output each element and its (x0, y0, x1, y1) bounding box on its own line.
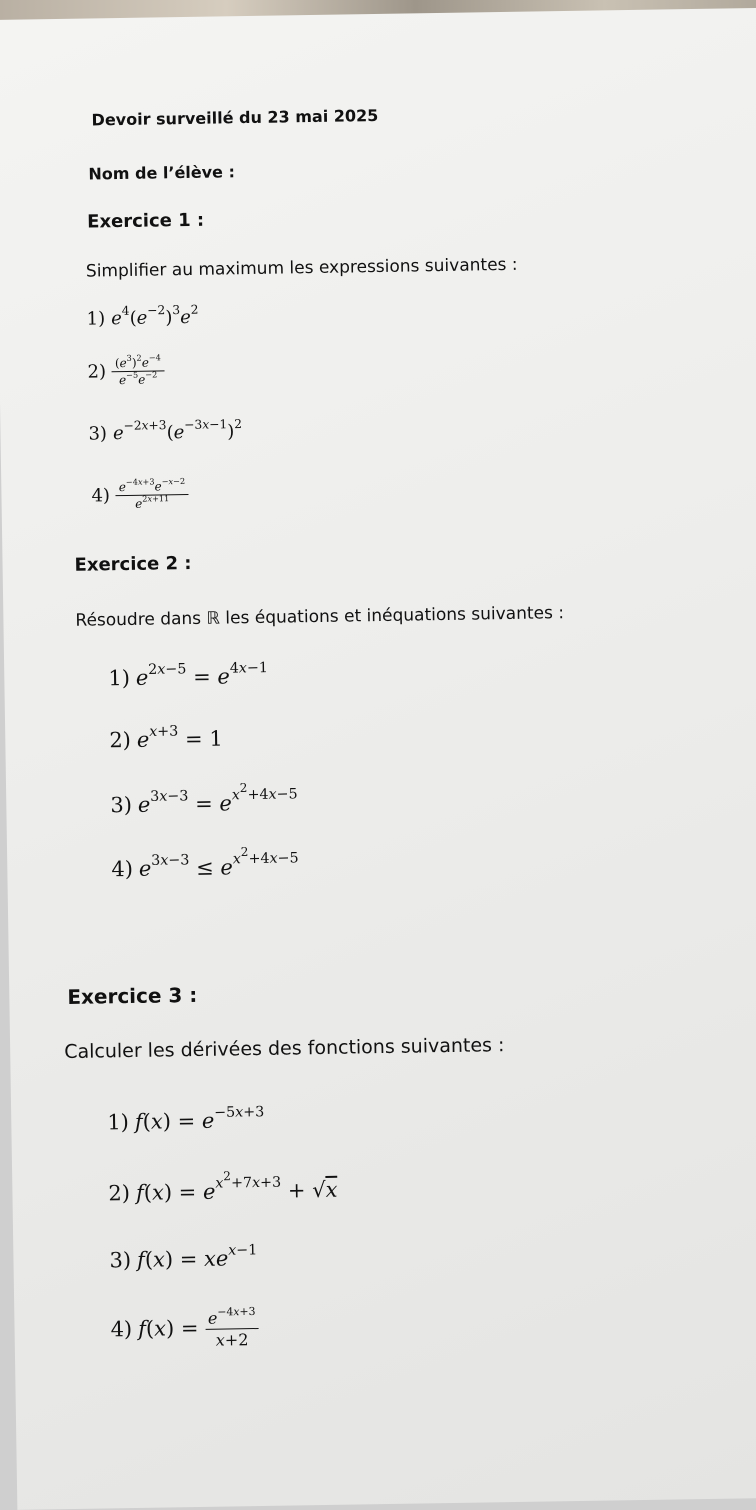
exam-title: Devoir surveillé du 23 mai 2025 (91, 105, 379, 130)
exercise-1-item: 4) $\frac{e^{-4x+3}e^{-x-2}}{e^{2x+11}}$ (91, 479, 188, 512)
exercise-2-item: 4) $e^{3x-3} \le e^{x^2+4x-5}$ (111, 845, 299, 882)
exercise-3-item: 3) $f(x) = xe^{x-1}$ (109, 1242, 258, 1273)
exercise-1-item: 1) $e^4(e^{-2})^3e^2$ (86, 302, 199, 330)
exercise-3-title: Exercice 3 : (67, 982, 198, 1009)
exercise-2-item: 2) $e^{x+3} = 1$ (109, 723, 223, 753)
exercise-1-title: Exercice 1 : (87, 209, 205, 233)
exercise-2-item: 1) $e^{2x-5} = e^{4x-1}$ (108, 660, 269, 691)
exercise-1-item: 2) $\frac{(e^3)^2e^{-4}}{e^{-5}e^{-2}}$ (87, 355, 164, 387)
exercise-2-instruction: Résoudre dans ℝ les équations et inéquations suivantes : (75, 603, 565, 631)
exercise-1-item: 3) $e^{-2x+3}(e^{-3x-1})^2$ (88, 416, 243, 445)
exercise-2-item: 3) $e^{3x-3} = e^{x^2+4x-5}$ (110, 781, 298, 818)
exercise-3-item: 1) $f(x) = e^{-5x+3}$ (107, 1104, 265, 1135)
exam-sheet (0, 8, 756, 1510)
exercise-2-title: Exercice 2 : (74, 552, 192, 576)
exercise-1-instruction: Simplifier au maximum les expressions suivantes : (85, 254, 518, 282)
exercise-3-instruction: Calculer les dérivées des fonctions suivantes : (64, 1034, 505, 1064)
student-name-label: Nom de l’élève : (88, 162, 236, 184)
exercise-3-item: 2) $f(x) = e^{x^2+7x+3} + √x$ (108, 1169, 338, 1206)
exercise-3-item: 4) f(x) = $\frac{e^{-4x+3}}{x+2}$ (110, 1308, 259, 1351)
